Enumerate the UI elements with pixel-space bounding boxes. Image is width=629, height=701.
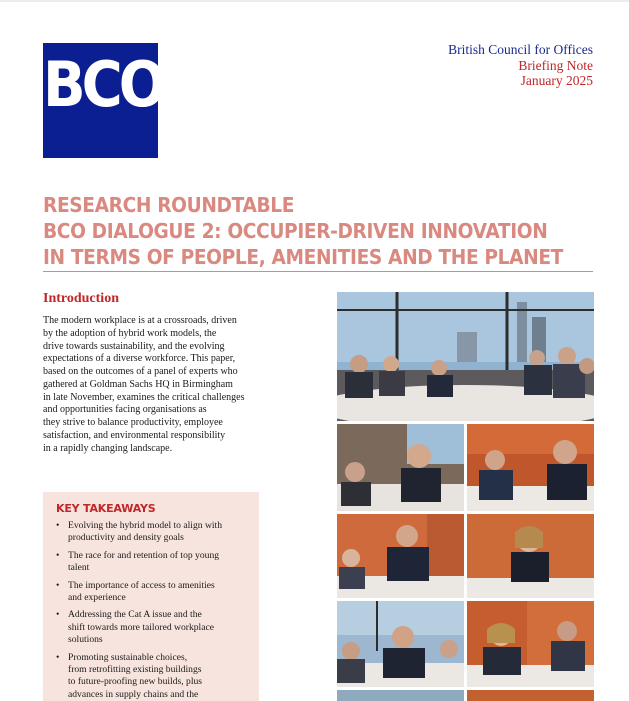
takeaway-line: advances in supply chains and the: [68, 688, 199, 700]
bullet-icon: •: [56, 609, 60, 621]
title-line: BCO DIALOGUE 2: OCCUPIER-DRIVEN INNOVATION: [43, 219, 548, 243]
intro-line: in late November, examines the critical challenges: [43, 391, 245, 403]
takeaway-line: and experience: [68, 592, 126, 604]
panelist-photo: [337, 690, 464, 701]
intro-line: they strive to balance productivity, employee: [43, 417, 223, 428]
bullet-icon: •: [56, 549, 60, 561]
takeaway-item: [56, 520, 256, 545]
takeaway-item: [56, 580, 256, 605]
document-title: [43, 192, 593, 270]
bullet-icon: •: [56, 651, 60, 663]
organisation-name: British Council for Offices: [448, 42, 593, 57]
title-line: RESEARCH ROUNDTABLE: [43, 193, 295, 217]
panelist-photo: [337, 601, 464, 687]
page-top-edge: [0, 0, 629, 2]
bco-logo: [43, 43, 163, 158]
logo-text: BCO: [43, 49, 163, 122]
panelist-photo: [467, 424, 594, 511]
takeaway-line: Addressing the Cat A issue and the: [68, 609, 202, 621]
panelist-photo: [467, 601, 594, 687]
takeaway-line: from retrofitting existing buildings: [68, 664, 202, 676]
takeaway-item: [56, 609, 256, 646]
takeaway-line: to future-proofing new builds, plus: [68, 676, 203, 688]
document-date: January 2025: [520, 73, 593, 88]
takeaway-item: [56, 550, 256, 575]
panelist-photo: [467, 514, 594, 598]
document-type: Briefing Note: [518, 57, 593, 73]
roundtable-photo-collage: [337, 292, 594, 701]
bullet-icon: •: [56, 579, 60, 591]
intro-line: gathered at Goldman Sachs HQ in Birmingham: [43, 378, 233, 390]
intro-line: in a rapidly changing landscape.: [43, 442, 173, 454]
roundtable-wide-photo: [337, 292, 594, 421]
panelist-photo: [467, 690, 594, 701]
introduction-heading: Introduction: [43, 291, 119, 306]
title-line: IN TERMS OF PEOPLE, AMENITIES AND THE PLANET: [43, 245, 564, 269]
key-takeaways-box: [43, 492, 259, 701]
key-takeaways-heading: KEY TAKEAWAYS: [56, 502, 156, 515]
intro-line: satisfaction, and environmental responsibility: [43, 429, 226, 441]
document-meta: [448, 42, 593, 89]
takeaway-line: solutions: [68, 634, 103, 646]
intro-line: The modern workplace is at a crossroads, driven: [43, 315, 237, 326]
takeaway-line: The race for and retention of top young: [68, 549, 220, 561]
title-divider: [43, 271, 593, 272]
intro-line: based on the outcomes of a panel of experts who: [43, 366, 238, 377]
takeaway-line: talent: [68, 562, 90, 574]
intro-line: by the adoption of hybrid work models, the: [43, 327, 217, 339]
intro-line: drive towards sustainability, and the evolving: [43, 340, 225, 352]
takeaway-line: Promoting sustainable choices,: [68, 651, 188, 663]
intro-line: and opportunities facing organisations as: [43, 404, 207, 416]
key-takeaways-list: [56, 520, 256, 701]
panelist-photo: [337, 514, 464, 598]
introduction-body: [43, 315, 271, 455]
takeaway-line: The importance of access to amenities: [68, 579, 215, 591]
panelist-photo: [337, 424, 464, 511]
intro-line: expectations of a diverse workforce. This paper,: [43, 353, 236, 365]
bullet-icon: •: [56, 520, 60, 531]
takeaway-item: [56, 652, 256, 701]
takeaway-line: shift towards more tailored workplace: [68, 621, 214, 633]
takeaway-line: productivity and density goals: [68, 532, 184, 544]
takeaway-line: Evolving the hybrid model to align with: [68, 520, 223, 531]
